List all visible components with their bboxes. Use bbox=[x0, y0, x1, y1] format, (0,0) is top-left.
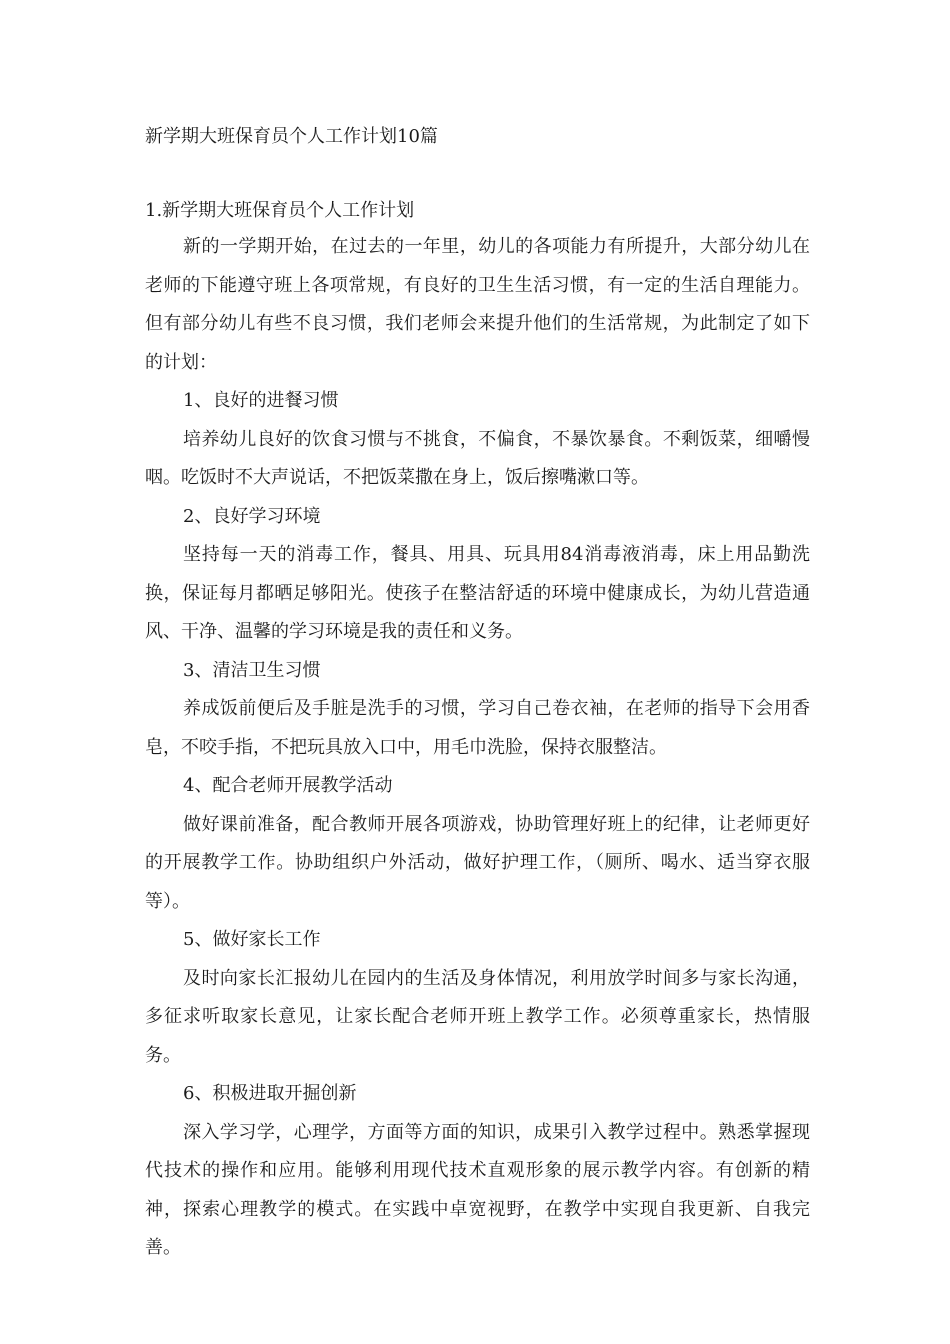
item-heading-6: 6、积极进取开掘创新 bbox=[183, 1083, 357, 1104]
item-body-5: 及时向家长汇报幼儿在园内的生活及身体情况，利用放学时间多与家长沟通，多征求听取家长意见，让家长配合老师开班上教学工作。必须尊重家长，热情服务。 bbox=[145, 967, 810, 1066]
item-heading-1: 1、良好的进餐习惯 bbox=[183, 390, 339, 411]
item-body-3: 养成饭前便后及手脏是洗手的习惯，学习自己卷衣袖，在老师的指导下会用香皂，不咬手指，不把玩具放入口中，用毛巾洗脸，保持衣服整洁。 bbox=[145, 698, 810, 758]
item-heading-5: 5、做好家长工作 bbox=[183, 929, 321, 950]
item-heading-2: 2、良好学习环境 bbox=[183, 505, 321, 527]
item-body-4: 做好课前准备，配合教师开展各项游戏，协助管理好班上的纪律，让老师更好的开展教学工作。协助组织户外活动，做好护理工作，（厕所、喝水、适当穿衣服等）。 bbox=[145, 813, 810, 912]
document-title: 新学期大班保育员个人工作计划10篇 bbox=[145, 126, 438, 147]
item-body-6: 深入学习学，心理学，方面等方面的知识，成果引入教学过程中。熟悉掌握现代技术的操作和应用。能够利用现代技术直观形象的展示教学内容。有创新的精神，探索心理教学的模式。在实践中卓宽视野，在教学中实现自我更新、自我完善。 bbox=[145, 1121, 810, 1258]
section-title: 1.新学期大班保育员个人工作计划 bbox=[145, 200, 415, 221]
item-body-1: 培养幼儿良好的饮食习惯与不挑食，不偏食，不暴饮暴食。不剩饭菜，细嚼慢咽。吃饭时不大声说话，不把饭菜撒在身上，饭后擦嘴漱口等。 bbox=[145, 428, 810, 488]
item-heading-3: 3、清洁卫生习惯 bbox=[183, 659, 321, 681]
item-body-2: 坚持每一天的消毒工作，餐具、用具、玩具用84消毒液消毒，床上用品勤洗换，保证每月都晒足够阳光。使孩子在整洁舒适的环境中健康成长，为幼儿营造通风、干净、温馨的学习环境是我的责任和义务。 bbox=[145, 544, 810, 642]
document-body bbox=[145, 196, 810, 1268]
intro-paragraph: 新的一学期开始，在过去的一年里，幼儿的各项能力有所提升，大部分幼儿在老师的下能遵守班上各项常规，有良好的卫生生活习惯，有一定的生活自理能力。但有部分幼儿有些不良习惯，我们老师会来提升他们的生活常规，为此制定了如下的计划： bbox=[145, 236, 810, 373]
item-heading-4: 4、配合老师开展教学活动 bbox=[183, 775, 393, 796]
